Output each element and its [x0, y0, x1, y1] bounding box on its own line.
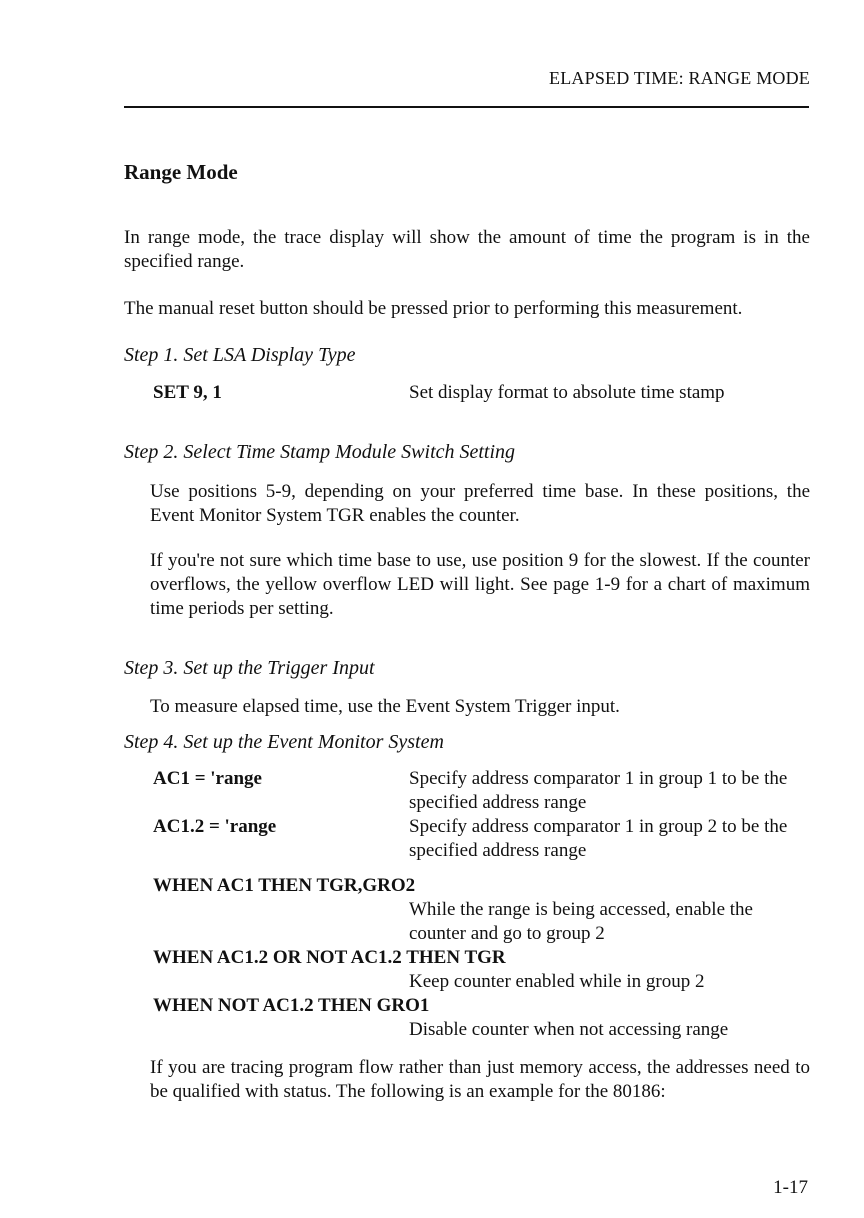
intro-paragraph-1: In range mode, the trace display will show the amount of time the program is in the specified range. [124, 227, 810, 272]
intro-paragraph-2: The manual reset button should be pressed prior to performing this measurement. [124, 298, 743, 319]
closing-paragraph: If you are tracing program flow rather than just memory access, the addresses need to be qualified with status. The following is an example for the 80186: [150, 1057, 810, 1102]
rule-command-2: WHEN AC1.2 OR NOT AC1.2 THEN TGR [153, 947, 506, 968]
header-rule [124, 106, 809, 108]
step-3-paragraph: To measure elapsed time, use the Event System Trigger input. [150, 696, 620, 717]
step-1-title: Step 1. Set LSA Display Type [124, 344, 356, 366]
definition-description-1: Specify address comparator 1 in group 1 to be the specified address range [409, 768, 788, 813]
step-1-description: Set display format to absolute time stamp [409, 382, 725, 403]
step-2-paragraph-1: Use positions 5-9, depending on your preferred time base. In these positions, the Event Monitor System TGR enables the counter. [150, 481, 810, 526]
section-title: Range Mode [124, 160, 238, 184]
definition-description-2: Specify address comparator 1 in group 2 to be the specified address range [409, 816, 788, 861]
rule-command-3: WHEN NOT AC1.2 THEN GRO1 [153, 995, 430, 1016]
definition-command-1: AC1 = 'range [153, 768, 262, 789]
step-4-title: Step 4. Set up the Event Monitor System [124, 731, 444, 753]
step-2-title: Step 2. Select Time Stamp Module Switch Setting [124, 441, 516, 463]
step-1-command: SET 9, 1 [153, 382, 222, 403]
rule-command-1: WHEN AC1 THEN TGR,GRO2 [153, 875, 416, 896]
step-3-title: Step 3. Set up the Trigger Input [124, 657, 375, 679]
running-header: ELAPSED TIME: RANGE MODE [549, 68, 810, 88]
rule-description-3: Disable counter when not accessing range [409, 1019, 729, 1040]
rule-description-2: Keep counter enabled while in group 2 [409, 971, 705, 992]
rule-description-1: While the range is being accessed, enable the counter and go to group 2 [409, 899, 753, 944]
page-number: 1-17 [773, 1177, 808, 1198]
definition-command-2: AC1.2 = 'range [153, 816, 277, 837]
step-2-paragraph-2: If you're not sure which time base to use, use position 9 for the slowest. If the counter overflows, the yellow overflow LED will light. See page 1-9 for a chart of maximum time periods per setting. [150, 550, 810, 619]
